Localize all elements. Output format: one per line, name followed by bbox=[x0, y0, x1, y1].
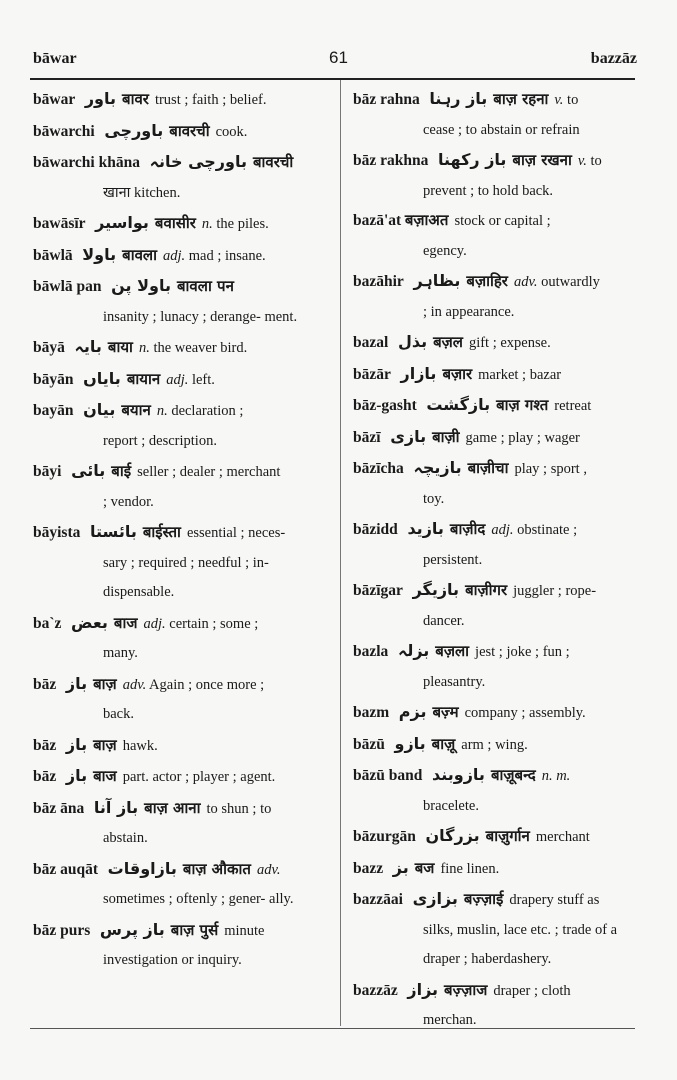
left-column bbox=[33, 84, 328, 976]
entry-headword: bāzī bbox=[353, 428, 381, 446]
entry-headword: bayān bbox=[33, 402, 74, 419]
entry-hindi: बज़्ज़ाज bbox=[444, 980, 488, 999]
entry-hindi: बाज़ गश्त bbox=[496, 396, 549, 414]
entry-hindi: बाया bbox=[107, 338, 133, 356]
entry-headword: bāwarchi bbox=[33, 122, 95, 140]
entry-urdu: بازیچہ bbox=[413, 458, 462, 477]
entry-definition: the piles. bbox=[216, 216, 269, 232]
entry-hindi: बाज़ bbox=[93, 735, 117, 754]
entry-definition-continued: sometimes ; oftenly ; gener- ally. bbox=[103, 891, 294, 907]
entry-hindi: बज़ार bbox=[442, 364, 473, 383]
entry-definition-continued: dancer. bbox=[423, 612, 465, 629]
dictionary-entry bbox=[353, 453, 636, 514]
entry-part-of-speech: adv. bbox=[122, 676, 147, 693]
entry-definition: obstinate ; bbox=[517, 522, 578, 538]
entry-part-of-speech: adj. bbox=[162, 247, 186, 264]
entry-definition-continued: silks, muslin, lace etc. ; trade of a draper ; haberdashery. bbox=[423, 921, 618, 967]
entry-urdu: بزلہ bbox=[397, 641, 430, 660]
entry-urdu: بزم bbox=[398, 702, 427, 721]
dictionary-entry bbox=[353, 975, 636, 1036]
entry-hindi: बज़ला bbox=[435, 642, 470, 660]
dictionary-entry bbox=[353, 266, 636, 327]
header-rule bbox=[30, 78, 635, 80]
dictionary-entry bbox=[353, 514, 636, 575]
entry-hindi: बाज़ रखना bbox=[512, 151, 572, 169]
dictionary-entry bbox=[353, 884, 636, 975]
entry-urdu: باز رہنا bbox=[429, 89, 488, 108]
entry-hindi: बाज़ीगर bbox=[465, 581, 508, 599]
entry-definition-continued: many. bbox=[103, 645, 138, 661]
entry-urdu: بائستا bbox=[90, 522, 137, 541]
entry-headword: bāzīgar bbox=[353, 582, 403, 599]
entry-headword: bāwar bbox=[33, 91, 76, 108]
entry-urdu: بازار bbox=[400, 363, 437, 383]
entry-headword: bāwlā bbox=[33, 246, 73, 264]
dictionary-entry bbox=[353, 422, 636, 454]
dictionary-entry bbox=[353, 84, 636, 145]
entry-definition-continued: merchan. bbox=[423, 1012, 477, 1028]
entry-hindi: बावरची bbox=[252, 153, 294, 171]
entry-hindi: बावला पन bbox=[176, 277, 234, 295]
entry-hindi: बवासीर bbox=[154, 214, 196, 232]
dictionary-entry bbox=[33, 854, 328, 915]
entry-headword: bāz bbox=[33, 768, 57, 785]
entry-definition-continued: insanity ; lunacy ; derange- ment. bbox=[103, 308, 298, 325]
entry-hindi: बज़्म bbox=[432, 703, 459, 721]
entry-definition: drapery stuff as bbox=[509, 892, 600, 908]
entry-urdu: باولا bbox=[82, 244, 117, 264]
entry-definition: to bbox=[590, 153, 602, 169]
entry-headword: bazzāz bbox=[353, 981, 398, 999]
entry-headword: bazzāai bbox=[353, 891, 403, 908]
entry-urdu: بظاہر bbox=[413, 271, 461, 290]
entry-definition-continued: खाना kitchen. bbox=[103, 184, 181, 201]
entry-definition: draper ; cloth bbox=[493, 982, 571, 999]
entry-definition: stock or capital ; bbox=[454, 213, 551, 229]
entry-definition: merchant bbox=[535, 829, 590, 845]
entry-urdu: بعض bbox=[71, 612, 108, 632]
entry-part-of-speech: n. m. bbox=[541, 768, 571, 784]
entry-headword: bāzū band bbox=[353, 767, 423, 784]
entry-urdu: باز bbox=[65, 734, 88, 754]
entry-headword: bāz rahna bbox=[353, 91, 420, 108]
dictionary-entry bbox=[33, 608, 328, 669]
entry-definition: minute bbox=[224, 922, 265, 939]
entry-definition: company ; assembly. bbox=[464, 705, 586, 721]
dictionary-entry bbox=[353, 145, 636, 206]
entry-urdu: بزاز bbox=[407, 979, 439, 999]
entry-part-of-speech: adj. bbox=[166, 371, 189, 388]
entry-definition: seller ; dealer ; merchant bbox=[137, 464, 281, 480]
entry-part-of-speech: n. bbox=[201, 216, 213, 232]
entry-part-of-speech: adj. bbox=[143, 615, 166, 632]
entry-definition: outwardly bbox=[541, 274, 600, 290]
entry-hindi: बाज़ पुर्स bbox=[170, 920, 219, 939]
entry-hindi: बायान bbox=[126, 369, 161, 388]
entry-headword: bāzīcha bbox=[353, 460, 404, 477]
entry-headword: bāz-gasht bbox=[353, 397, 417, 414]
dictionary-entry bbox=[33, 761, 328, 793]
entry-urdu: بایاں bbox=[83, 368, 121, 388]
entry-hindi: बाज़ू bbox=[431, 734, 456, 753]
entry-definition: jest ; joke ; fun ; bbox=[475, 644, 570, 660]
entry-hindi: बाज bbox=[113, 613, 138, 632]
entry-hindi: बाई bbox=[111, 462, 132, 480]
entry-headword: bazā'at bbox=[353, 212, 402, 229]
entry-headword: bāwarchi khāna bbox=[33, 154, 140, 171]
entry-headword: bāzidd bbox=[353, 521, 398, 538]
entry-hindi: बाज़ी bbox=[432, 427, 460, 446]
entry-headword: bāz rakhna bbox=[353, 152, 429, 169]
entry-urdu: بازگشت bbox=[426, 395, 491, 414]
entry-urdu: بازیگر bbox=[412, 580, 460, 599]
entry-urdu: بزازی bbox=[412, 889, 458, 908]
entry-headword: bāz purs bbox=[33, 921, 91, 939]
entry-definition: game ; play ; wager bbox=[465, 429, 580, 446]
entry-hindi: बाज़ीद bbox=[449, 520, 486, 538]
entry-headword: bāyi bbox=[33, 463, 62, 480]
dictionary-entry bbox=[353, 821, 636, 853]
entry-definition-continued: toy. bbox=[423, 490, 445, 507]
dictionary-entry bbox=[353, 853, 636, 885]
entry-headword: bawāsīr bbox=[33, 215, 86, 232]
entry-part-of-speech: v. bbox=[577, 153, 587, 169]
column-divider bbox=[340, 80, 341, 1026]
entry-definition-continued: report ; description. bbox=[103, 432, 217, 449]
entry-headword: bāzurgān bbox=[353, 828, 416, 845]
entry-definition: mad ; insane. bbox=[188, 247, 266, 264]
dictionary-entry bbox=[33, 271, 328, 332]
entry-urdu: باولا پن bbox=[111, 276, 171, 295]
entry-urdu: بذل bbox=[397, 332, 428, 351]
entry-definition: play ; sport , bbox=[514, 461, 587, 477]
entry-urdu: باز پرس bbox=[99, 919, 165, 939]
entry-urdu: باورچی bbox=[104, 120, 164, 140]
entry-urdu: باز آنا bbox=[93, 797, 139, 817]
entry-definition: arm ; wing. bbox=[461, 736, 528, 753]
dictionary-entry bbox=[353, 575, 636, 636]
entry-urdu: باز bbox=[65, 766, 88, 785]
entry-definition-continued: cease ; to abstain or refrain bbox=[423, 121, 580, 138]
entry-headword: bāz bbox=[33, 675, 57, 693]
right-guide-word: bazzāz bbox=[590, 50, 637, 67]
dictionary-entry bbox=[353, 390, 636, 422]
dictionary-entry bbox=[353, 760, 636, 821]
entry-urdu: باور bbox=[84, 89, 116, 108]
entry-urdu: باورچی خانہ bbox=[149, 152, 247, 171]
entry-headword: ba`z bbox=[33, 614, 62, 632]
entry-definition: trust ; faith ; belief. bbox=[154, 92, 267, 108]
entry-headword: bāz bbox=[33, 736, 57, 754]
entry-definition: certain ; some ; bbox=[169, 615, 259, 632]
entry-urdu: بازید bbox=[407, 519, 444, 538]
dictionary-entry bbox=[353, 206, 636, 266]
dictionary-entry bbox=[33, 116, 328, 148]
entry-definition: market ; bazar bbox=[478, 366, 562, 383]
entry-definition: retreat bbox=[554, 398, 592, 414]
entry-hindi: बज bbox=[414, 858, 435, 877]
entry-hindi: बाज़ूबन्द bbox=[490, 766, 536, 784]
entry-hindi: बाज़ औकात bbox=[182, 859, 251, 878]
entry-hindi: बावर bbox=[122, 90, 149, 108]
entry-hindi: बावला bbox=[122, 245, 157, 264]
dictionary-entry bbox=[33, 364, 328, 396]
entry-urdu: بازو bbox=[394, 733, 426, 753]
entry-headword: bāwlā pan bbox=[33, 278, 102, 295]
entry-headword: bazm bbox=[353, 704, 390, 721]
entry-urdu: بازوبند bbox=[431, 765, 485, 784]
dictionary-entry bbox=[33, 915, 328, 976]
entry-definition: to shun ; to bbox=[206, 800, 272, 817]
entry-headword: bāz āna bbox=[33, 799, 85, 817]
dictionary-entry bbox=[353, 636, 636, 697]
dictionary-entry bbox=[33, 456, 328, 517]
entry-definition: essential ; neces- bbox=[186, 525, 286, 541]
entry-hindi: बाईस्ता bbox=[142, 523, 181, 541]
entry-urdu: بواسیر bbox=[95, 213, 149, 232]
entry-definition: the weaver bird. bbox=[153, 340, 248, 356]
dictionary-entry bbox=[33, 730, 328, 762]
entry-hindi: बावरची bbox=[169, 121, 210, 140]
entry-hindi: बाज़ आना bbox=[144, 798, 201, 817]
entry-headword: bāyista bbox=[33, 524, 81, 541]
entry-hindi: बाज़ रहना bbox=[493, 90, 549, 108]
dictionary-entry bbox=[33, 517, 328, 608]
entry-definition-continued: prevent ; to hold back. bbox=[423, 182, 554, 199]
entry-urdu: بز bbox=[392, 857, 409, 877]
entry-definition-continued: sary ; required ; needful ; in- dispensable. bbox=[103, 554, 269, 600]
dictionary-entry bbox=[33, 84, 328, 116]
dictionary-entry bbox=[33, 395, 328, 456]
entry-definition: left. bbox=[191, 371, 215, 388]
entry-headword: bāyā bbox=[33, 339, 65, 356]
entry-urdu: باز bbox=[65, 673, 88, 693]
entry-hindi: बाज़ुर्गान bbox=[485, 827, 530, 845]
entry-headword: bazz bbox=[353, 859, 384, 877]
dictionary-entry bbox=[33, 208, 328, 240]
entry-part-of-speech: adv. bbox=[513, 274, 538, 290]
entry-urdu: بزرگان bbox=[425, 826, 480, 845]
dictionary-entry bbox=[33, 793, 328, 854]
entry-definition: to bbox=[567, 92, 579, 108]
left-guide-word: bāwar bbox=[33, 50, 77, 67]
entry-part-of-speech: v. bbox=[554, 92, 564, 108]
entry-hindi: बज़ल bbox=[433, 333, 463, 351]
right-column bbox=[353, 84, 636, 1036]
entry-part-of-speech: adv. bbox=[256, 861, 281, 878]
entry-definition-continued: abstain. bbox=[103, 830, 148, 846]
entry-definition-continued: ; in appearance. bbox=[423, 303, 515, 320]
entry-definition: Again ; once more ; bbox=[149, 676, 265, 693]
entry-definition: juggler ; rope- bbox=[513, 583, 597, 599]
entry-definition-continued: pleasantry. bbox=[423, 673, 486, 690]
dictionary-entry bbox=[353, 327, 636, 359]
entry-hindi: बाज bbox=[93, 767, 117, 785]
entry-hindi: बज़ाहिर bbox=[466, 272, 508, 290]
entry-part-of-speech: n. bbox=[156, 403, 168, 419]
entry-headword: bazāhir bbox=[353, 273, 404, 290]
entry-urdu: بازی bbox=[390, 426, 427, 446]
entry-urdu: بازاوقات bbox=[107, 858, 177, 878]
page-header bbox=[0, 50, 677, 74]
entry-headword: bāz auqāt bbox=[33, 860, 99, 878]
entry-definition-continued: investigation or inquiry. bbox=[103, 952, 242, 968]
entry-definition: gift ; expense. bbox=[468, 335, 551, 351]
dictionary-entry bbox=[353, 697, 636, 729]
entry-hindi: बयान bbox=[121, 401, 151, 419]
entry-part-of-speech: n. bbox=[138, 340, 150, 356]
entry-part-of-speech: adj. bbox=[491, 522, 514, 538]
dictionary-entry bbox=[353, 359, 636, 391]
entry-urdu: بیان bbox=[83, 400, 116, 419]
entry-headword: bazal bbox=[353, 334, 389, 351]
entry-definition-continued: ; vendor. bbox=[103, 493, 154, 510]
entry-definition-continued: back. bbox=[103, 706, 134, 722]
entry-urdu: باز رکھنا bbox=[438, 150, 507, 169]
entry-hindi: बज़्ज़ाई bbox=[463, 890, 504, 908]
entry-definition: cook. bbox=[215, 123, 248, 140]
entry-hindi: बाज़ bbox=[93, 674, 117, 693]
entry-urdu: بائی bbox=[71, 461, 106, 480]
entry-headword: bāzār bbox=[353, 365, 391, 383]
entry-headword: bāzū bbox=[353, 735, 385, 753]
page-number: 61 bbox=[329, 48, 348, 67]
dictionary-entry bbox=[33, 147, 328, 208]
dictionary-entry bbox=[33, 669, 328, 730]
entry-definition-continued: persistent. bbox=[423, 551, 483, 568]
entry-hindi: बाज़ीचा bbox=[467, 459, 509, 477]
entry-headword: bazla bbox=[353, 643, 389, 660]
entry-definition-continued: bracelete. bbox=[423, 797, 479, 814]
entry-definition-continued: egency. bbox=[423, 242, 467, 259]
dictionary-entry bbox=[353, 729, 636, 761]
dictionary-entry bbox=[33, 332, 328, 364]
entry-headword: bāyān bbox=[33, 370, 74, 388]
entry-definition: hawk. bbox=[122, 737, 158, 754]
dictionary-entry bbox=[33, 240, 328, 272]
entry-definition: fine linen. bbox=[440, 860, 500, 877]
entry-urdu: بایہ bbox=[74, 337, 102, 356]
entry-hindi: बज़ाअत bbox=[404, 211, 449, 229]
entry-definition: declaration ; bbox=[171, 403, 244, 419]
entry-definition: part. actor ; player ; agent. bbox=[122, 769, 276, 785]
